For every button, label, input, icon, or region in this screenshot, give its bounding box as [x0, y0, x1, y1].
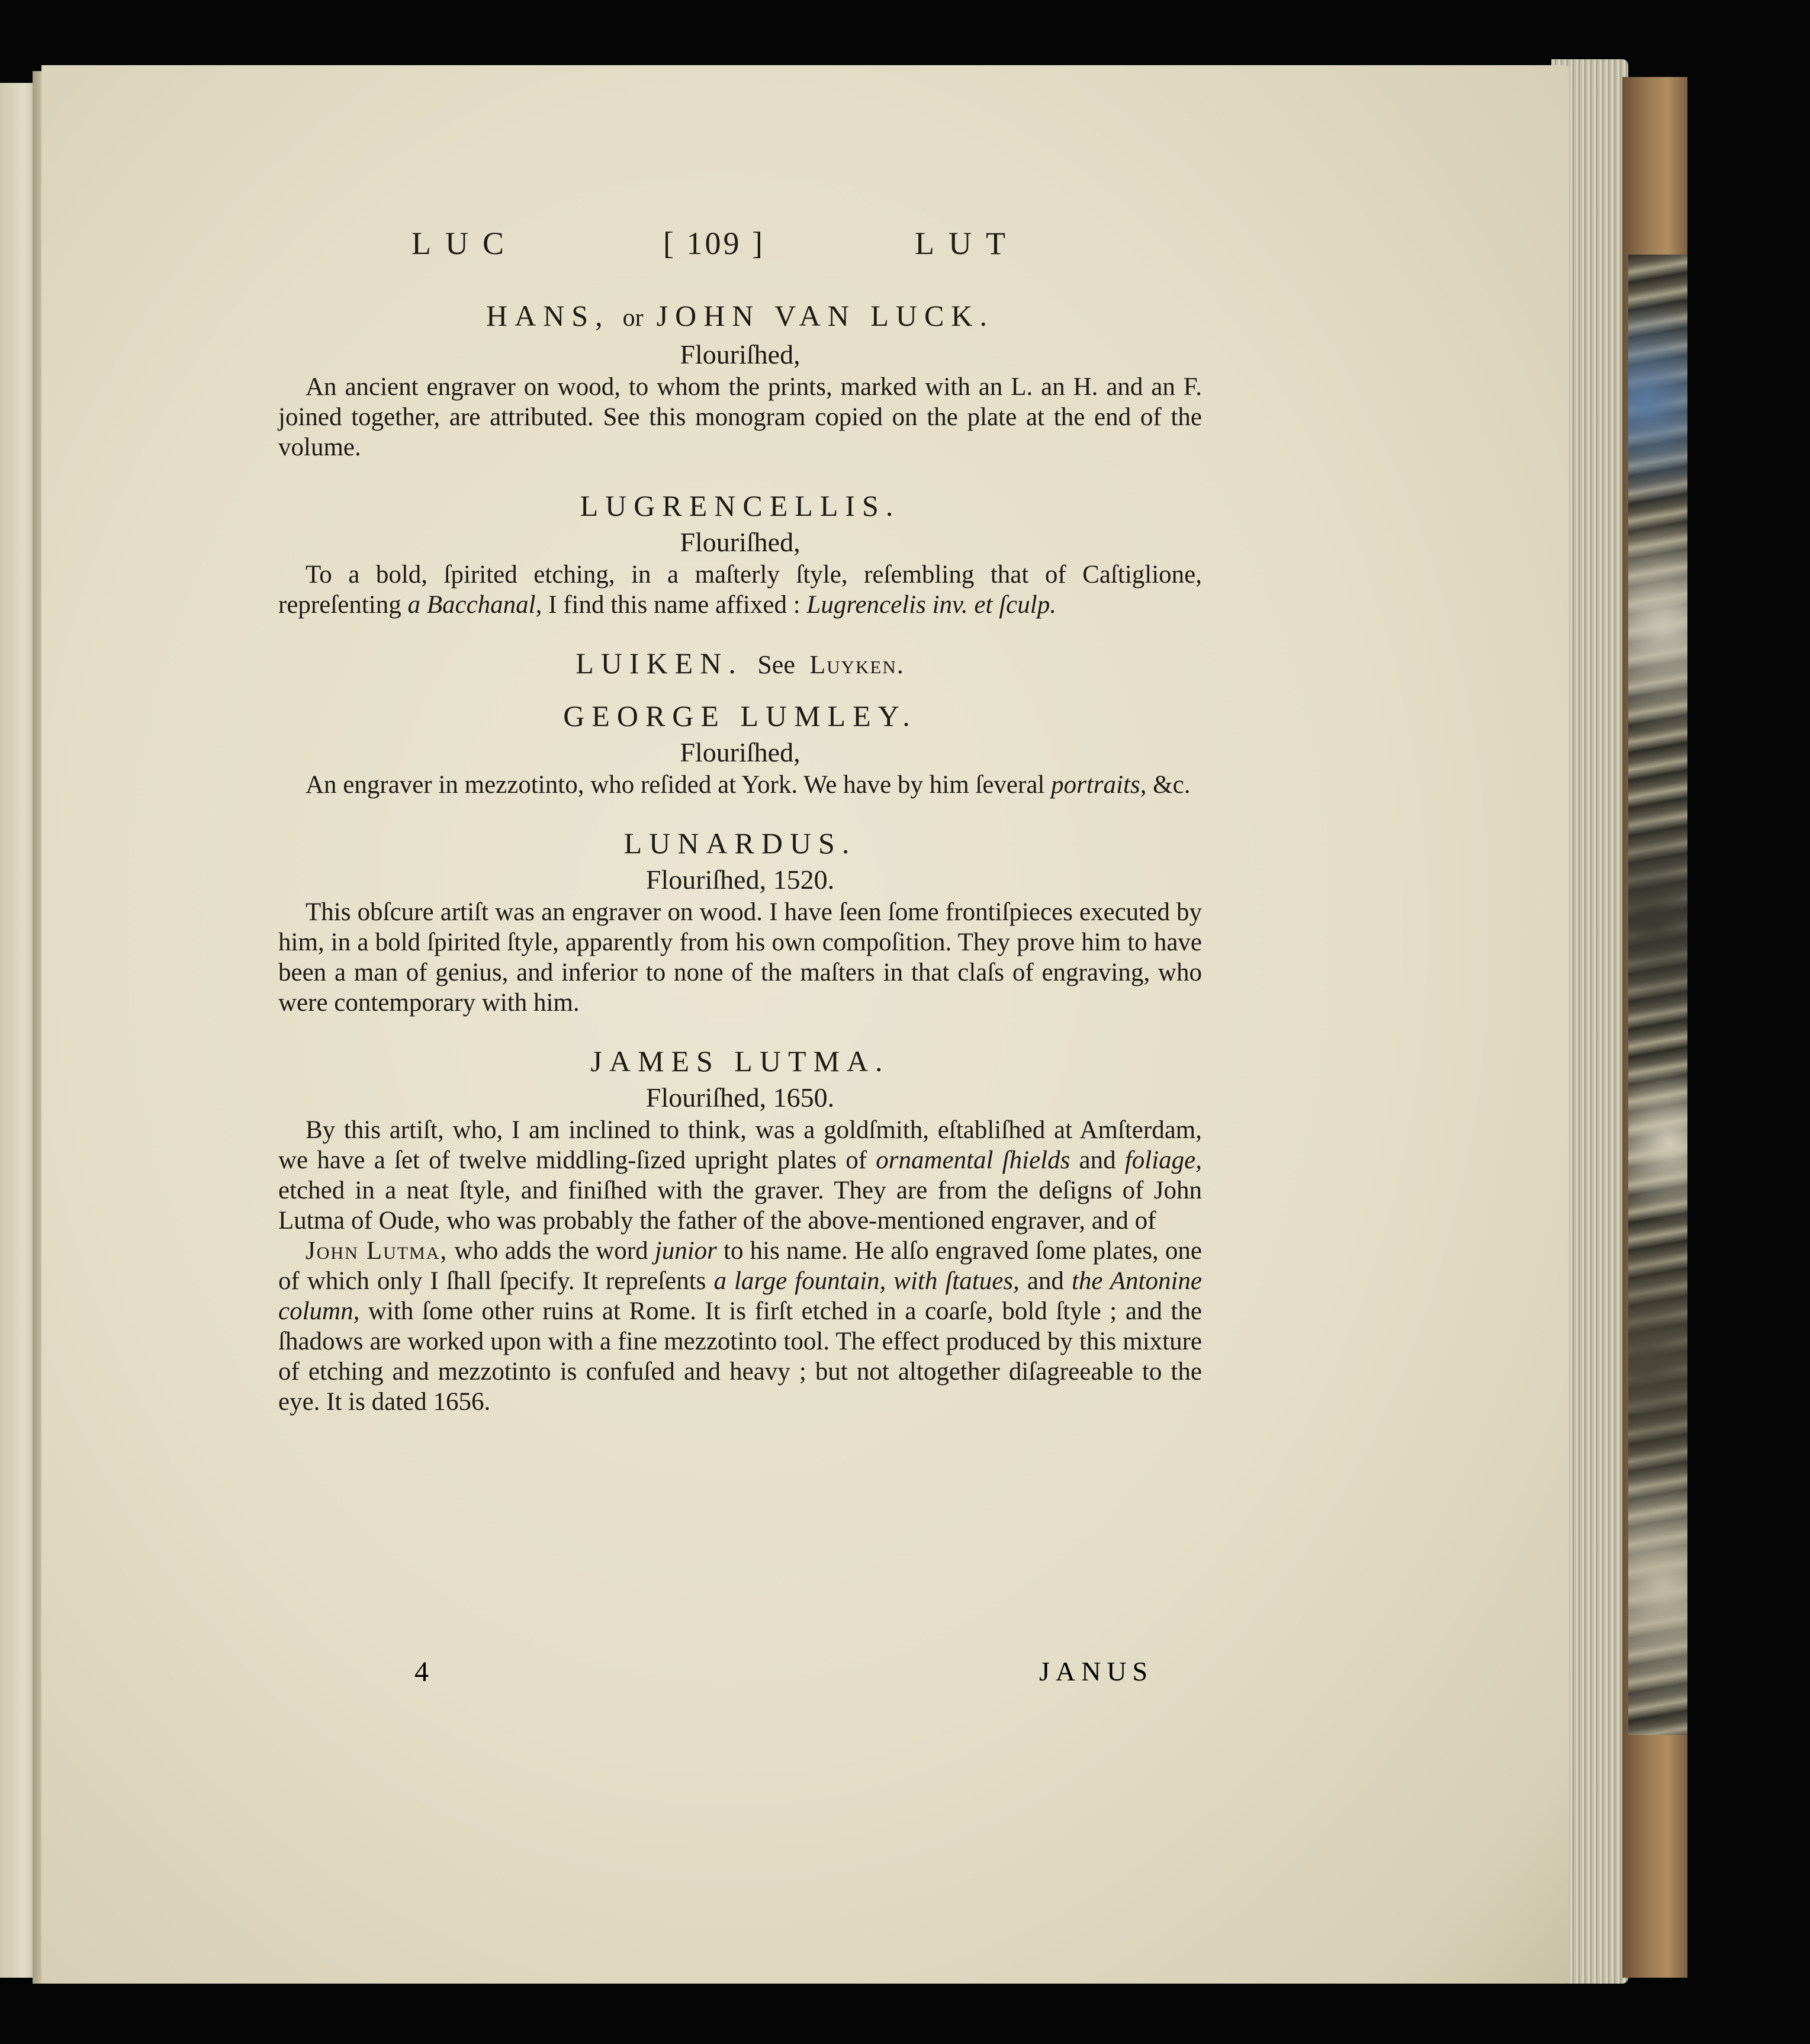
name-part: LUIKEN.	[576, 647, 743, 680]
italic-title: a Bacchanal,	[407, 591, 542, 619]
italic-title: foliage,	[1124, 1146, 1202, 1174]
entry-luiken	[278, 644, 1202, 684]
italic-inscription: Lugrencelis inv. et ſculp.	[806, 591, 1056, 619]
entry-text	[278, 770, 1202, 800]
running-head-left: LUC	[411, 226, 518, 261]
running-head-right: LUT	[915, 226, 1020, 261]
signature-mark: 4	[414, 1656, 429, 1688]
flourished-line: Flouriſhed, 1520.	[645, 864, 835, 895]
entry-name: LUNARDUS.	[623, 827, 857, 860]
entry-text: This obſcure artiſt was an engraver on wood. I have ſeen ſome frontiſpieces executed by him, in a bold ſpirited ſtyle, apparently from his own compoſition. They prove him to have been a man of genius, and inferior to none of the maſters in that claſs of engraving, who were contemporary with him.	[278, 898, 1202, 1017]
entry-lutma	[278, 1042, 1202, 1417]
entry-lugrencellis	[278, 486, 1202, 620]
italic-title: ornamental ſhields	[876, 1146, 1070, 1174]
text-run: To a bold, ſpirited etching, in a maſterly ſtyle, reſembling that of Caſtiglione, repreſenting	[278, 561, 1202, 619]
entry-text-continued	[278, 1236, 1202, 1417]
text-run: to his name. He alſo engraved ſome plates, one of which only I ſhall ſpecify. It repreſents	[278, 1237, 1203, 1295]
entry-text: An ancient engraver on wood, to whom the prints, marked with an L. an H. and an F. joined together, are attributed. See this monogram copied on the plate at the end of the volume.	[278, 373, 1202, 461]
text-run: An engraver in mezzotinto, who reſided at York. We have by him ſeveral	[306, 771, 1052, 799]
name-part: JOHN VAN LUCK.	[656, 299, 994, 332]
text-run: &c.	[1146, 771, 1191, 799]
text-run: I find this name affixed :	[542, 591, 807, 619]
entry-name: GEORGE LUMLEY.	[563, 699, 917, 732]
text-run: with ſome other ruins at Rome. It is firſt etched in a coarſe, bold ſtyle ; and the ſhadows are worked upon with a fine mezzotinto tool. The effect produced by this mixture of etching and mezzotinto is confuſed and heavy ; but not altogether diſagreeable to the eye. It is dated 1656.	[278, 1297, 1202, 1416]
italic-title: a large fountain, with ſtatues,	[713, 1267, 1020, 1295]
text-run: who adds the word	[448, 1237, 655, 1265]
text-run: etched in a neat ſtyle, and finiſhed with the graver. They are from the deſigns of John Lutma of Oude, who was probably the father of the above-mentioned engraver, and of	[278, 1177, 1202, 1235]
entry-lunardus	[278, 824, 1202, 1018]
text-run: and	[1019, 1267, 1072, 1295]
flourished-line: Flouriſhed, 1650.	[645, 1082, 835, 1113]
italic-title: the Antonine column,	[278, 1267, 1202, 1325]
small-caps-name: John Lutma,	[306, 1237, 448, 1265]
entry-luck	[278, 296, 1202, 462]
flourished-line: Flouriſhed,	[680, 339, 800, 369]
entry-lumley	[278, 696, 1202, 800]
cross-reference: Luyken.	[809, 650, 905, 679]
marbled-board	[1628, 255, 1687, 1735]
entry-name: LUGRENCELLIS.	[580, 489, 901, 522]
entry-name: JAMES LUTMA.	[590, 1045, 890, 1078]
flourished-line: Flouriſhed,	[680, 737, 800, 767]
entry-text	[278, 1115, 1202, 1236]
name-part: HANS,	[486, 299, 610, 332]
page-number: [ 109 ]	[663, 226, 765, 261]
entry-name	[278, 296, 1202, 338]
cross-reference-label: See	[757, 650, 795, 679]
text-run: and	[1070, 1146, 1125, 1174]
italic-title: portraits,	[1051, 771, 1147, 799]
catchword: JANUS	[1039, 1656, 1154, 1686]
name-or: or	[622, 304, 644, 332]
entry-name	[278, 644, 1202, 684]
italic-word: junior	[654, 1237, 717, 1265]
page-body	[278, 213, 1202, 1417]
flourished-line: Flouriſhed,	[680, 527, 800, 557]
entry-text	[278, 560, 1202, 620]
text-run: By this artiſt, who, I am inclined to think, was a goldſmith, eſtabliſhed at Amſterdam, we have a ſet of twelve middling-ſized upright plates of	[278, 1116, 1202, 1174]
